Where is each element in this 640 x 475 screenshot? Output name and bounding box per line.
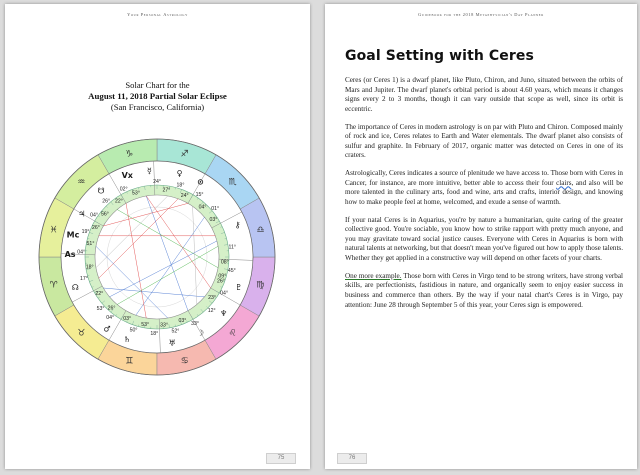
- degree-label: 03°: [123, 316, 132, 323]
- degree-label: 18°: [176, 182, 185, 189]
- right-page: [325, 4, 637, 469]
- house-ring: [61, 161, 253, 353]
- planet-glyph: ♀: [176, 168, 183, 178]
- degree-label: 51°: [86, 240, 95, 247]
- planet-glyph: ⊙: [197, 177, 204, 187]
- planet-glyph: ♆: [220, 308, 228, 318]
- degree-label: 45°: [227, 268, 236, 275]
- degree-label: 15°: [195, 191, 204, 198]
- caption-line-3: (San Francisco, California): [110, 102, 205, 112]
- paragraph-2: The importance of Ceres in modern astrology is on par with Pluto and Chiron. Composed mainly of rock and ice, Ceres relates to Earth and Water elementals. The dwarf planet also consists of sulfur and graphite. In February of 2017, organic matter was detected on Ceres in one of its craters.: [345, 122, 623, 160]
- degree-label: 33°: [160, 322, 169, 329]
- page-title: Goal Setting with Ceres: [345, 48, 534, 64]
- degree-label: 04°: [77, 249, 86, 256]
- planet-glyph: ☿: [146, 166, 152, 176]
- degree-label: 04°: [198, 204, 207, 211]
- zodiac-sign-glyph: ♋: [180, 356, 189, 367]
- planet-glyph: Vx: [121, 171, 133, 181]
- degree-label: 53°: [132, 190, 140, 197]
- zodiac-sign-glyph: ♎: [256, 225, 265, 236]
- degree-label: 26°: [107, 305, 116, 312]
- degree-label: 23°: [208, 294, 216, 301]
- degree-label: 52°: [171, 328, 180, 335]
- left-page: [5, 4, 310, 469]
- degree-label: 19°: [81, 229, 90, 236]
- zodiac-sign-glyph: ♑: [125, 149, 134, 160]
- degree-label: 33°: [191, 320, 199, 327]
- paragraph-5: [345, 272, 623, 310]
- degree-label: 12°: [207, 307, 216, 314]
- zodiac-sign-glyph: ♐: [180, 149, 189, 160]
- degree-label: 56°: [100, 211, 109, 218]
- degree-label: 18°: [150, 330, 159, 337]
- planet-glyph: ♂: [103, 324, 111, 334]
- clairs-word: clairs: [556, 178, 572, 187]
- degree-label: 04°: [220, 290, 229, 297]
- planet-glyph: ♅: [168, 338, 176, 348]
- degree-label: 27°: [162, 187, 171, 194]
- degree-label: 04°: [90, 212, 98, 219]
- degree-label: 26°: [102, 198, 111, 205]
- degree-label: 24°: [180, 192, 189, 199]
- chart-caption: [5, 80, 310, 113]
- paragraph-3: [345, 169, 623, 207]
- planet-glyph: ⚷: [234, 220, 241, 230]
- degree-label: 08°: [220, 259, 229, 266]
- paragraph-5-rest: Those born with Ceres in Virgo tend to be strong writers, have strong verbal skills, are perfectionists, fastidious in nature, and organically seem to enjoy easier success in business and commerce than others. By the way if your natal chart's Ceres is in Virgo, pay attention: June 28 through September 5 of this year, your Ceres sign is empowered.: [345, 271, 623, 309]
- right-page-number: 76: [337, 453, 367, 464]
- degree-label: 26°: [91, 225, 100, 232]
- planet-glyph: ♄: [123, 334, 131, 344]
- planet-glyph: ☋: [97, 186, 105, 196]
- body-text: [345, 76, 623, 318]
- degree-label: 22°: [115, 198, 123, 205]
- left-running-head: Your Personal Astrology: [127, 12, 188, 17]
- degree-label: 17°: [80, 275, 88, 282]
- zodiac-sign-glyph: ♈: [49, 280, 58, 291]
- degree-label: 53°: [141, 321, 150, 328]
- degree-label: 18°: [85, 264, 94, 271]
- degree-label: 26°: [216, 278, 225, 285]
- planet-glyph: ☊: [71, 282, 79, 292]
- zodiac-sign-glyph: ♍: [256, 280, 265, 291]
- degree-label: 50°: [129, 327, 138, 334]
- zodiac-sign-glyph: ♓: [49, 225, 58, 236]
- planet-glyph: As: [64, 249, 76, 259]
- degree-label: 11°: [228, 244, 236, 251]
- right-running-head: Guidebook for the 2018 Metaphysician's Day Planner: [418, 12, 544, 17]
- degree-label: 03°: [209, 216, 218, 223]
- degree-label: 03°: [178, 318, 187, 325]
- zodiac-sign-glyph: ♊: [125, 356, 134, 367]
- planet-glyph: ♇: [235, 282, 243, 292]
- zodiac-sign-glyph: ♌: [228, 328, 237, 339]
- natal-chart-wheel: [34, 134, 280, 380]
- paragraph-3-start: Astrologically, Ceres indicates a source of plenitude we have access to. Those born with Ceres in Cancer, for instance, are more intuitive, better able to access their four: [345, 169, 623, 187]
- caption-line-2: August 11, 2018 Partial Solar Eclipse: [88, 91, 227, 101]
- planet-glyph: ♃: [78, 209, 86, 219]
- degree-label: 09°: [218, 273, 227, 280]
- paragraph-3-end: , and also will be more talented in the culinary arts, food and wine, arts and crafts, interior design, and knowing how to make people feel at home, welcomed, and exude a sense of warmth.: [345, 178, 623, 206]
- planet-glyph: Mc: [66, 230, 80, 240]
- degree-label: 24°: [153, 179, 161, 185]
- paragraph-4: If your natal Ceres is in Aquarius, you're by nature a humanitarian, quite caring of the greater collective good. You're sociable, you know how to strike rapport with pretty much anyone, and you may gravitate toward social justice causes. Everyone with Ceres in Aquarius is born with natural talents at networking, but that doesn't mean you've figured out how to apply those talents. Whether they get applied in a constructive way will depend on other facets of your charts.: [345, 215, 623, 263]
- zodiac-sign-glyph: ♒: [77, 177, 86, 188]
- paragraph-1: Ceres (or Ceres 1) is a dwarf planet, like Pluto, Chiron, and Juno, situated between the orbits of Mars and Jupiter. The dwarf planet's orbital period is about 4.60 years, which means it changes signs every 2 to 3 months, though it can vary outside that scope as well, since its orbit is eccentric.: [345, 76, 623, 113]
- degree-label: 04°: [106, 314, 115, 321]
- degree-label: 22°: [95, 291, 104, 298]
- degree-label: 01°: [211, 206, 220, 213]
- one-more-example-link[interactable]: One more example.: [345, 271, 402, 280]
- zodiac-sign-glyph: ♏: [228, 177, 237, 188]
- degree-label: 53°: [96, 305, 105, 312]
- degree-label: 02°: [119, 186, 128, 193]
- caption-line-1: Solar Chart for the: [125, 80, 190, 90]
- zodiac-sign-glyph: ♉: [77, 328, 86, 339]
- planet-glyph: ☽: [196, 328, 205, 338]
- left-page-number: 75: [266, 453, 296, 464]
